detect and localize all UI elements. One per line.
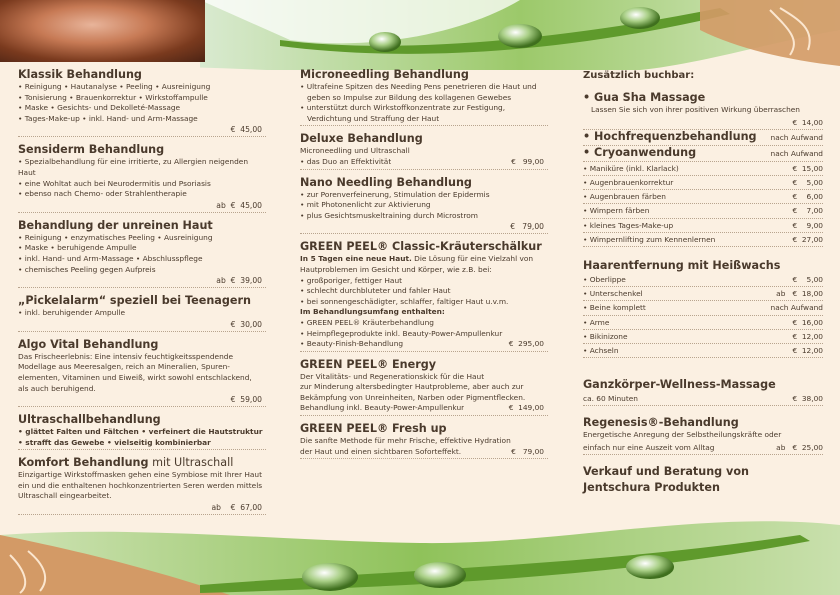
item-value: € 16,00 [792,317,823,327]
section-line: • unterstützt durch Wirkstoffkonzentrate zur Festigung, [300,103,506,113]
price-row [300,403,548,414]
section-line: • Reinigung • enzymatisches Peeling • Ausreinigung [18,232,213,242]
price: ab € 45,00 [216,200,262,210]
price-row [583,287,823,301]
section-1 [18,143,266,212]
section-line: • GREEN PEEL® Kräuterbehandlung [300,317,434,327]
section-green-peel-classic [300,240,548,351]
gua-sha-price-row [583,116,823,130]
section-line: • großporiger, fettiger Haut [300,275,403,285]
price: ab € 39,00 [216,276,262,286]
section-line: • Maske • beruhigende Ampulle [18,243,137,253]
section-line: • Spezialbehandlung für eine irritierte, zu Allergien neigenden Haut [18,157,249,177]
section-line: • eine Wohltat auch bei Neurodermitis und Psoriasis [18,178,211,188]
item-label: • Arme [583,317,610,327]
section-title: Deluxe Behandlung [300,132,423,146]
lead-bold: In 5 Tagen eine neue Haut. [300,254,412,264]
section-line: der Haut und einen sichtbaren Soforteffekt. [300,446,462,456]
regenesis-title: Regenesis®-Behandlung [583,416,739,430]
gua-sha-desc: Lassen Sie sich von ihrer positiven Wirkung überraschen [591,105,800,114]
section-line: Hautproblemen im Gesicht und Körper, wie z.B. bei: [300,264,492,274]
section-line: • Beauty-Finish-Behandlung [300,339,404,349]
section-line: • bei sonnengeschädigter, schlaffer, faltiger Haut u.v.m. [300,296,509,306]
price-row [583,330,823,344]
section-2 [18,219,266,288]
item-label: • Achseln [583,346,619,356]
scope-title: Im Behandlungsumfang enthalten: [300,307,445,317]
section-title [18,456,266,470]
section-title-text: Komfort Behandlung [18,456,149,470]
section-0 [18,68,266,137]
face-photo [0,0,205,62]
footer-decoration [0,515,840,595]
column-facial-treatments [18,66,266,521]
section-deluxe [300,132,548,169]
section-line: als auch beruhigend. [18,383,96,393]
item-value: € 5,00 [792,178,823,187]
section-title: GREEN PEEL® Fresh up [300,422,447,436]
section-line: • Heimpflegeprodukte inkl. Beauty-Power-Ampullenkur [300,328,503,338]
item-value: € 27,00 [792,234,823,244]
section-line: • Tages-Make-up • inkl. Hand- und Arm-Massage [18,113,198,123]
wax-list [583,273,823,358]
section-title-text: „Pickelalarm“ speziell bei Teenagern [18,294,251,308]
section-title [18,294,266,308]
wellness-label: ca. 60 Minuten [583,394,638,404]
price-row [583,316,823,330]
price-row [300,339,548,350]
price: € 99,00 [511,156,544,166]
item-value: ab € 18,00 [776,289,823,299]
item-label: • Hochfrequenzbehandlung [583,129,757,143]
section-title-text: Behandlung der unreinen Haut [18,218,213,232]
section-line: Einzigartige Wirkstoffmasken gehen eine Symbiose mit Ihrer Haut [18,470,262,480]
wellness-title: Ganzkörper-Wellness-Massage [583,378,776,392]
section-line: • plus Gesichtsmuskeltraining durch Microstrom [300,210,478,220]
item-value: € 9,00 [792,220,823,230]
section-title-sub: mit Ultraschall [148,456,234,470]
section-line: • Reinigung • Hautanalyse • Peeling • Ausreinigung [18,82,211,91]
section-title-text: Klassik Behandlung [18,68,142,81]
item-label: • Beine komplett [583,303,646,313]
section-title-text: Ultraschallbehandlung [18,413,161,427]
section-line: • Tonisierung • Brauenkorrektur • Wirkstoffampulle [18,92,208,102]
price-row [583,162,823,176]
price: € 45,00 [230,125,262,135]
regenesis-label: einfach nur eine Auszeit vom Alltag [583,443,715,453]
price: ab € 67,00 [211,503,262,513]
price-row [583,176,823,190]
section-line: • ebenso nach Chemo- oder Strahlentherapie [18,189,187,199]
price-row [583,130,823,146]
section-line: Modellage aus Meeresalgen, reich an Mineralien, Spuren- [18,362,230,372]
item-value: € 5,00 [792,275,823,285]
leaf-decoration-bottom [0,515,840,595]
item-value: € 12,00 [792,331,823,341]
section-title: GREEN PEEL® Classic-Kräuterschälkur [300,240,542,254]
section-title [18,68,266,82]
item-label: • kleines Tages-Make-up [583,220,674,230]
price: € 59,00 [230,395,262,405]
section-4 [18,338,266,407]
section-title [18,413,266,427]
section-line: Der Vitalitäts- und Regenerationskick für die Haut [300,371,485,381]
price: ab € 25,00 [776,443,823,453]
section-line: • das Duo an Effektivität [300,156,392,166]
regenesis-desc: Energetische Anregung der Selbstheilungskräfte oder [583,430,782,440]
section-title [18,219,266,233]
item-label: • Cryoanwendung [583,145,697,159]
section-title-text: Sensiderm Behandlung [18,143,165,157]
section-microneedling [300,68,548,126]
item-label: • Augenbrauen färben [583,192,666,202]
price: € 79,00 [511,446,544,456]
price: € 14,00 [792,117,823,127]
section-line: Bekämpfung von Unreinheiten, Narben oder Pigmentflecken. [300,392,526,402]
price: € 38,00 [792,394,823,404]
section-5 [18,413,266,450]
gua-sha-title: • Gua Sha Massage [583,91,706,104]
sales-line-2: Jentschura Produkten [583,481,720,495]
section-line: Das Frischeerlebnis: Eine intensiv feuchtigkeitsspendende [18,351,233,361]
section-line: Die sanfte Methode für mehr Frische, effektive Hydration [300,436,511,446]
section-line: elementen, Vitaminen und Eiweiß, wirkt sowohl entschlackend, [18,372,252,382]
section-line: • inkl. beruhigender Ampulle [18,308,126,318]
section-3 [18,294,266,332]
extras-title: Zusätzlich buchbar: [583,70,695,81]
price-row [583,146,823,162]
price-row [300,447,548,458]
item-label: • Bikinizone [583,331,628,341]
section-green-peel-fresh-up [300,422,548,459]
item-label: • Maniküre (inkl. Klarlack) [583,163,679,173]
price-row [583,204,823,218]
section-line: • mit Photonenlicht zur Aktivierung [300,200,431,210]
section-line: • chemisches Peeling gegen Aufpreis [18,264,156,274]
price: € 295,00 [508,339,544,349]
section-title: Nano Needling Behandlung [300,175,472,189]
item-label: • Unterschenkel [583,289,643,299]
price-row [583,233,823,247]
section-line: • schlecht durchbluteter und fahler Haut [300,286,451,296]
price-row [583,301,823,315]
extras-list [583,162,823,247]
section-line: Microneedling und Ultraschall [300,146,410,156]
price-row [300,157,548,168]
item-label: • Oberlippe [583,275,626,285]
item-label: • Augenbrauenkorrektur [583,178,674,187]
price: € 79,00 [510,222,544,232]
section-6 [18,456,266,515]
item-value: € 12,00 [792,346,823,356]
item-value: nach Aufwand [770,303,823,313]
section-green-peel-energy [300,358,548,416]
section-title [18,338,266,352]
section-line: Behandlung inkl. Beauty-Power-Ampullenkur [300,403,465,413]
section-line: • Maske • Gesichts- und Dekolleté-Massage [18,103,181,113]
item-value: nach Aufwand [770,148,823,158]
sales-line-1: Verkauf und Beratung von [583,465,750,479]
item-value: nach Aufwand [770,132,823,142]
price: € 149,00 [508,403,544,413]
price: € 30,00 [230,319,262,329]
item-value: € 15,00 [792,163,823,173]
section-title [18,143,266,157]
item-value: € 6,00 [792,192,823,202]
price-row [583,273,823,287]
section-title-text: Algo Vital Behandlung [18,337,159,351]
wellness-row [583,392,823,406]
section-line: Verdichtung und Straffung der Haut [300,113,440,123]
section-nano-needling [300,176,548,235]
price-row [583,190,823,204]
extras-big-list [583,130,823,162]
section-line: • Ultrafeine Spitzen des Needing Pens penetrieren die Haut und [300,82,537,91]
section-line: Ultraschall eingearbeitet. [18,491,112,501]
price-row [583,219,823,233]
section-line [300,254,548,265]
wax-title: Haarentfernung mit Heißwachs [583,259,781,273]
item-label: • Wimpernlifting zum Kennenlernen [583,234,716,244]
column-extras [583,70,823,495]
section-line: geben so Impulse zur Bildung des kollagenen Gewebes [300,92,512,102]
item-value: € 7,00 [792,206,823,216]
section-line: • zur Porenverfeinerung, Stimulation der Epidermis [300,189,490,199]
section-title: GREEN PEEL® Energy [300,357,437,371]
lead-rest: Die Lösung für eine Vielzahl von [411,254,534,264]
section-line: • strafft das Gewebe • vielseitig kombinierbar [18,437,211,447]
item-label: • Wimpern färben [583,206,650,216]
section-line: • inkl. Hand- und Arm-Massage • Abschlusspflege [18,253,203,263]
section-line: zur Minderung altersbedingter Hautprobleme, aber auch zur [300,382,524,392]
section-line: • glättet Falten und Fältchen • verfeinert die Hautstruktur [18,427,263,437]
column-needling-peel [300,66,548,465]
regenesis-row [583,441,823,455]
section-line: ein und die enthaltenen hochkonzentrierten Seren werden mittels [18,480,263,490]
price-row [583,344,823,358]
section-title: Microneedling Behandlung [300,68,469,81]
